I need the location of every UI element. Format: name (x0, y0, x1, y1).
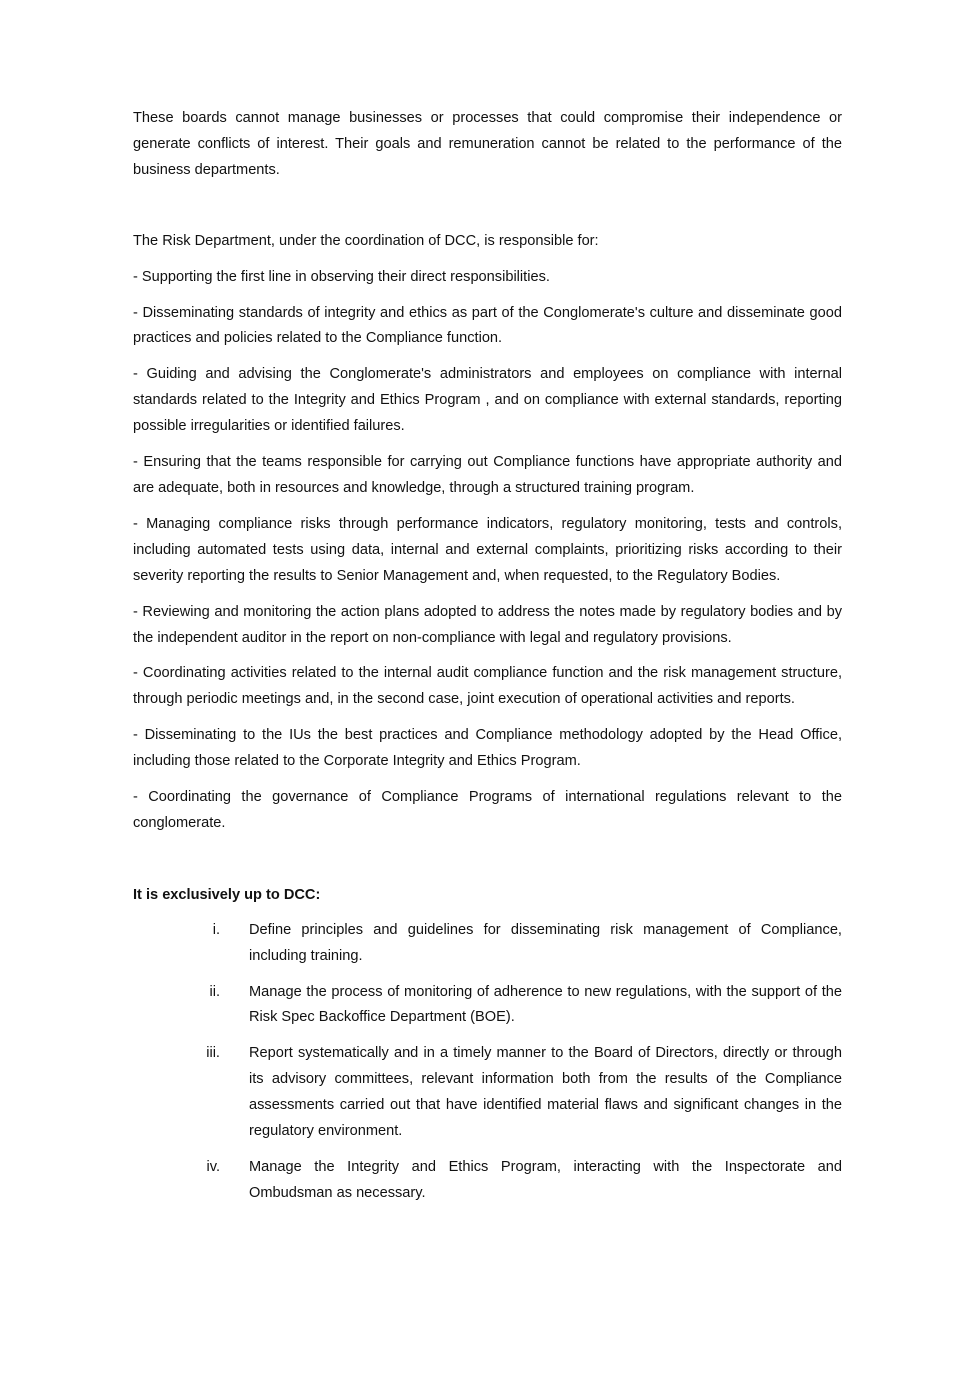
risk-bullet-7: - Coordinating activities related to the internal audit compliance function and the risk management structure, through periodic meetings and, in the second case, joint execution of operational activities and reports. (133, 665, 842, 708)
list-text: Report systematically and in a timely manner to the Board of Directors, directly or through its advisory committees, relevant information both from the results of the Compliance assessments carried out that have identified material flaws and significant changes in the regulatory environment. (249, 1045, 842, 1140)
dcc-heading: It is exclusively up to DCC: (133, 886, 321, 903)
list-number: iv. (206, 1159, 220, 1175)
risk-bullet-2: - Disseminating standards of integrity and ethics as part of the Conglomerate's culture and disseminate good practices and policies related to the Compliance function. (133, 304, 842, 347)
risk-bullet-8: - Disseminating to the IUs the best practices and Compliance methodology adopted by the Head Office, including those related to the Corporate Integrity and Ethics Program. (133, 727, 842, 770)
dcc-list-item (133, 980, 842, 1032)
list-number: iii. (206, 1045, 220, 1062)
intro-paragraph: These boards cannot manage businesses or processes that could compromise their independence or generate conflicts of interest. Their goals and remuneration cannot be related to the performance of the business departments. (133, 110, 842, 178)
list-text: Manage the Integrity and Ethics Program, interacting with the Inspectorate and Ombudsman as necessary. (249, 1159, 842, 1201)
dcc-list-item (133, 1155, 842, 1207)
dcc-list-item (133, 1041, 842, 1145)
risk-bullet-1: - Supporting the first line in observing their direct responsibilities. (133, 268, 550, 285)
list-text: Manage the process of monitoring of adherence to new regulations, with the support of the Risk Spec Backoffice Department (BOE). (249, 983, 842, 1026)
risk-bullet-3: - Guiding and advising the Conglomerate's administrators and employees on compliance with internal standards related to the Integrity and Ethics Program , and on compliance with external standards, reporting possible irregularities or identified failures. (133, 366, 842, 435)
document-page (133, 106, 842, 1217)
risk-department-lead: The Risk Department, under the coordination of DCC, is responsible for: (133, 232, 599, 249)
risk-bullet-6: - Reviewing and monitoring the action plans adopted to address the notes made by regulatory bodies and by the independent auditor in the report on non-compliance with legal and regulatory provisions. (133, 603, 842, 646)
list-text: Define principles and guidelines for disseminating risk management of Compliance, including training. (249, 921, 842, 964)
risk-bullet-4: - Ensuring that the teams responsible for carrying out Compliance functions have appropriate authority and are adequate, both in resources and knowledge, through a structured training program. (133, 454, 842, 496)
dcc-list-item (133, 918, 842, 970)
risk-bullet-9: - Coordinating the governance of Compliance Programs of international regulations relevant to the conglomerate. (133, 789, 842, 831)
risk-bullet-5: - Managing compliance risks through performance indicators, regulatory monitoring, tests and controls, including automated tests using data, internal and external complaints, prioritizing risks according to their severity reporting the results to Senior Management and, when requested, to the Regulatory Bodies. (133, 515, 842, 584)
list-number: i. (212, 921, 220, 938)
list-number: ii. (209, 983, 220, 1000)
